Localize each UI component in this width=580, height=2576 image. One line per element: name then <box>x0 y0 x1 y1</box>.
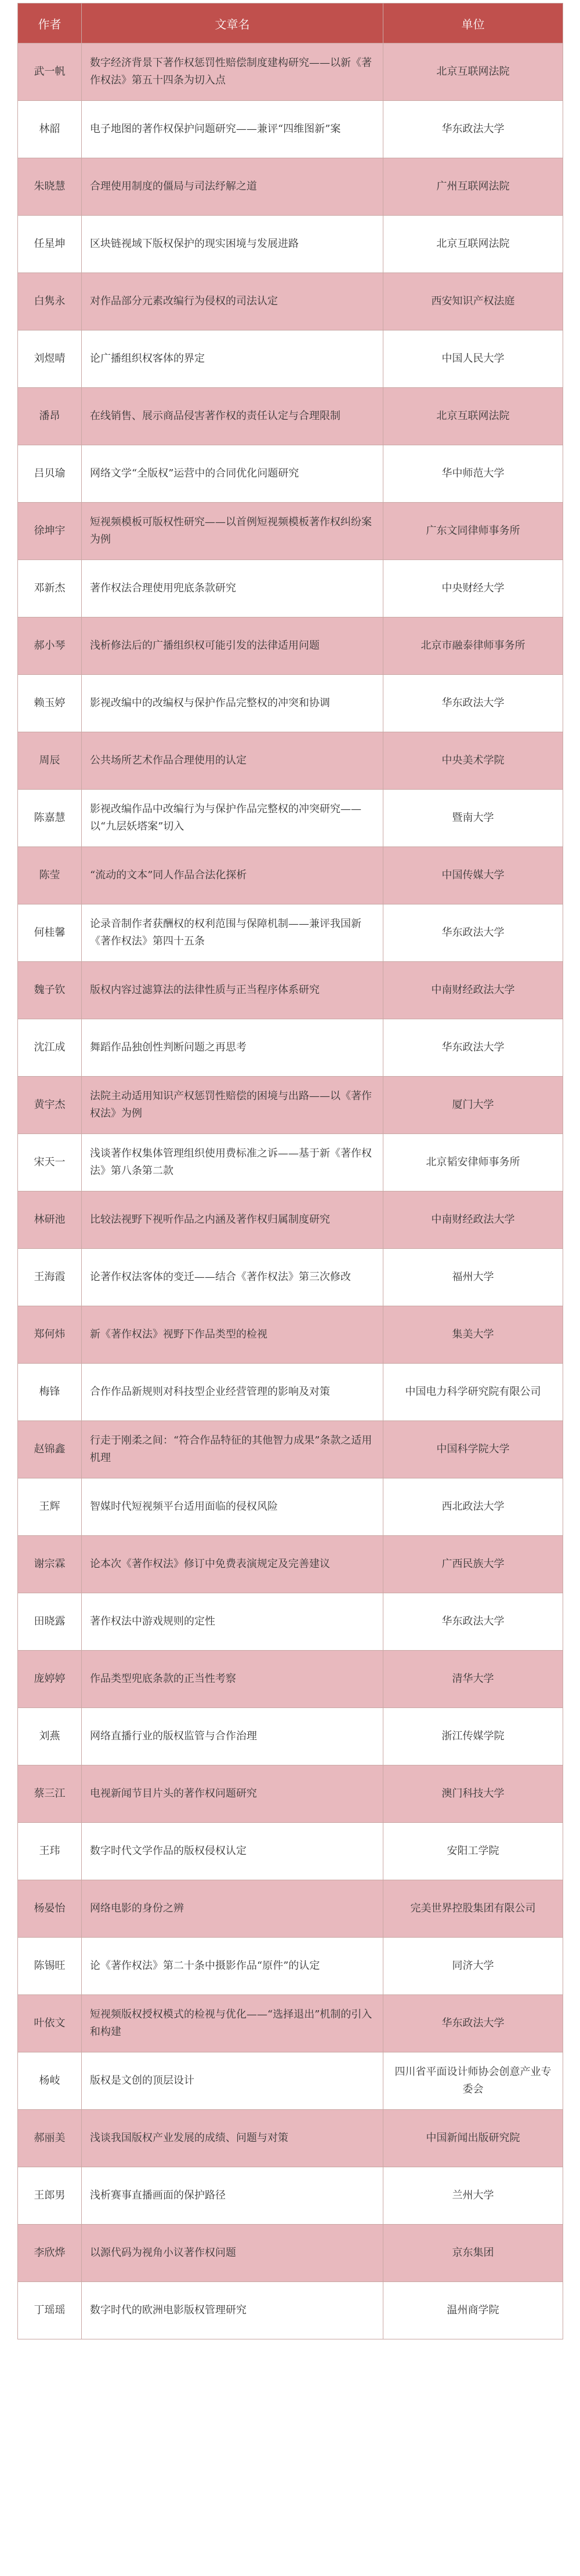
table-row <box>18 732 563 790</box>
unit-cell: 同济大学 <box>383 1938 563 1995</box>
table-row <box>18 1077 563 1134</box>
table-row <box>18 503 563 560</box>
table-row <box>18 904 563 962</box>
title-cell: 浅谈著作权集体管理组织使用费标准之诉——基于新《著作权法》第八条第二款 <box>82 1134 383 1191</box>
unit-cell: 华中师范大学 <box>383 445 563 503</box>
title-cell: 数字时代的欧洲电影版权管理研究 <box>82 2282 383 2339</box>
unit-cell: 广州互联网法院 <box>383 158 563 216</box>
author-cell: 周辰 <box>18 732 82 790</box>
unit-cell: 集美大学 <box>383 1306 563 1364</box>
table-row <box>18 1019 563 1077</box>
table-body <box>18 43 563 2339</box>
author-cell: 宋天一 <box>18 1134 82 1191</box>
authors-table <box>17 3 563 2339</box>
unit-cell: 华东政法大学 <box>383 1593 563 1651</box>
author-cell: 田晓露 <box>18 1593 82 1651</box>
header-unit: 单位 <box>383 3 563 43</box>
title-cell: 论著作权法客体的变迁——结合《著作权法》第三次修改 <box>82 1249 383 1306</box>
title-cell: 浅析修法后的广播组织权可能引发的法律适用问题 <box>82 617 383 675</box>
unit-cell: 厦门大学 <box>383 1077 563 1134</box>
title-cell: 舞蹈作品独创性判断问题之再思考 <box>82 1019 383 1077</box>
title-cell: 新《著作权法》视野下作品类型的检视 <box>82 1306 383 1364</box>
table-row <box>18 1708 563 1765</box>
title-cell: 以源代码为视角小议著作权问题 <box>82 2225 383 2282</box>
table-row <box>18 216 563 273</box>
unit-cell: 京东集团 <box>383 2225 563 2282</box>
author-cell: 丁瑶瑶 <box>18 2282 82 2339</box>
author-cell: 郑何炜 <box>18 1306 82 1364</box>
unit-cell: 西安知识产权法庭 <box>383 273 563 330</box>
authors-table-container <box>17 3 563 2339</box>
unit-cell: 中国新闻出版研究院 <box>383 2110 563 2167</box>
author-cell: 杨岐 <box>18 2052 82 2110</box>
author-cell: 谢宗霖 <box>18 1536 82 1593</box>
unit-cell: 北京互联网法院 <box>383 388 563 445</box>
title-cell: 作品类型兜底条款的正当性考察 <box>82 1651 383 1708</box>
unit-cell: 北京互联网法院 <box>383 216 563 273</box>
author-cell: 刘燕 <box>18 1708 82 1765</box>
title-cell: 在线销售、展示商品侵害著作权的责任认定与合理限制 <box>82 388 383 445</box>
author-cell: 李欣烨 <box>18 2225 82 2282</box>
unit-cell: 北京互联网法院 <box>383 43 563 101</box>
table-row <box>18 43 563 101</box>
title-cell: 合理使用制度的僵局与司法纾解之道 <box>82 158 383 216</box>
title-cell: 电视新闻节目片头的著作权问题研究 <box>82 1765 383 1823</box>
title-cell: 影视改编中的改编权与保护作品完整权的冲突和协调 <box>82 675 383 732</box>
title-cell: 数字经济背景下著作权惩罚性赔偿制度建构研究——以新《著作权法》第五十四条为切入点 <box>82 43 383 101</box>
table-row <box>18 1823 563 1880</box>
table-header-row <box>18 3 563 43</box>
title-cell: 区块链视域下版权保护的现实困境与发展进路 <box>82 216 383 273</box>
title-cell: 数字时代文学作品的版权侵权认定 <box>82 1823 383 1880</box>
title-cell: 智媒时代短视频平台适用面临的侵权风险 <box>82 1478 383 1536</box>
table-row <box>18 1593 563 1651</box>
title-cell: 电子地图的著作权保护问题研究——兼评“四维图新”案 <box>82 101 383 158</box>
table-row <box>18 445 563 503</box>
title-cell: 短视频版权授权模式的检视与优化——“选择退出”机制的引入和构建 <box>82 1995 383 2052</box>
table-row <box>18 330 563 388</box>
author-cell: 林韶 <box>18 101 82 158</box>
unit-cell: 温州商学院 <box>383 2282 563 2339</box>
table-row <box>18 2167 563 2225</box>
author-cell: 陈嘉慧 <box>18 790 82 847</box>
author-cell: 陈锡旺 <box>18 1938 82 1995</box>
unit-cell: 中国传媒大学 <box>383 847 563 904</box>
table-row <box>18 1134 563 1191</box>
unit-cell: 北京市融泰律师事务所 <box>383 617 563 675</box>
author-cell: 朱晓慧 <box>18 158 82 216</box>
table-row <box>18 790 563 847</box>
unit-cell: 福州大学 <box>383 1249 563 1306</box>
author-cell: 武一帆 <box>18 43 82 101</box>
author-cell: 沈江成 <box>18 1019 82 1077</box>
author-cell: 何桂馨 <box>18 904 82 962</box>
unit-cell: 完美世界控股集团有限公司 <box>383 1880 563 1938</box>
author-cell: 王郎男 <box>18 2167 82 2225</box>
title-cell: 网络文学“全版权”运营中的合同优化问题研究 <box>82 445 383 503</box>
author-cell: 王海霞 <box>18 1249 82 1306</box>
title-cell: 公共场所艺术作品合理使用的认定 <box>82 732 383 790</box>
author-cell: 赵锦鑫 <box>18 1421 82 1478</box>
table-row <box>18 2110 563 2167</box>
unit-cell: 清华大学 <box>383 1651 563 1708</box>
title-cell: 法院主动适用知识产权惩罚性赔偿的困境与出路——以《著作权法》为例 <box>82 1077 383 1134</box>
author-cell: 白隽永 <box>18 273 82 330</box>
title-cell: 著作权法合理使用兜底条款研究 <box>82 560 383 617</box>
table-row <box>18 675 563 732</box>
table-row <box>18 1421 563 1478</box>
title-cell: “流动的文本”同人作品合法化探析 <box>82 847 383 904</box>
author-cell: 郝小琴 <box>18 617 82 675</box>
author-cell: 吕贝瑜 <box>18 445 82 503</box>
unit-cell: 广西民族大学 <box>383 1536 563 1593</box>
author-cell: 王玮 <box>18 1823 82 1880</box>
title-cell: 论录音制作者获酬权的权利范围与保障机制——兼评我国新《著作权法》第四十五条 <box>82 904 383 962</box>
unit-cell: 暨南大学 <box>383 790 563 847</box>
table-row <box>18 1938 563 1995</box>
unit-cell: 华东政法大学 <box>383 1995 563 2052</box>
unit-cell: 中央美术学院 <box>383 732 563 790</box>
author-cell: 徐坤宇 <box>18 503 82 560</box>
unit-cell: 广东文同律师事务所 <box>383 503 563 560</box>
title-cell: 论《著作权法》第二十条中摄影作品“原件”的认定 <box>82 1938 383 1995</box>
table-row <box>18 1478 563 1536</box>
unit-cell: 北京韬安律师事务所 <box>383 1134 563 1191</box>
title-cell: 版权内容过滤算法的法律性质与正当程序体系研究 <box>82 962 383 1019</box>
unit-cell: 华东政法大学 <box>383 904 563 962</box>
author-cell: 王辉 <box>18 1478 82 1536</box>
table-row <box>18 388 563 445</box>
unit-cell: 中南财经政法大学 <box>383 962 563 1019</box>
author-cell: 刘煜晴 <box>18 330 82 388</box>
table-row <box>18 2052 563 2110</box>
author-cell: 梅锋 <box>18 1364 82 1421</box>
unit-cell: 华东政法大学 <box>383 1019 563 1077</box>
unit-cell: 浙江传媒学院 <box>383 1708 563 1765</box>
unit-cell: 四川省平面设计师协会创意产业专委会 <box>383 2052 563 2110</box>
table-row <box>18 1306 563 1364</box>
table-row <box>18 2225 563 2282</box>
unit-cell: 中国人民大学 <box>383 330 563 388</box>
table-row <box>18 1880 563 1938</box>
table-row <box>18 273 563 330</box>
table-row <box>18 1765 563 1823</box>
author-cell: 杨晏怡 <box>18 1880 82 1938</box>
table-row <box>18 1249 563 1306</box>
author-cell: 庞婷婷 <box>18 1651 82 1708</box>
table-row <box>18 158 563 216</box>
table-row <box>18 847 563 904</box>
title-cell: 论广播组织权客体的界定 <box>82 330 383 388</box>
author-cell: 邓新杰 <box>18 560 82 617</box>
title-cell: 短视频模板可版权性研究——以首例短视频模板著作权纠纷案为例 <box>82 503 383 560</box>
unit-cell: 澳门科技大学 <box>383 1765 563 1823</box>
title-cell: 浅析赛事直播画面的保护路径 <box>82 2167 383 2225</box>
unit-cell: 西北政法大学 <box>383 1478 563 1536</box>
table-row <box>18 1364 563 1421</box>
author-cell: 赖玉婷 <box>18 675 82 732</box>
table-row <box>18 962 563 1019</box>
title-cell: 著作权法中游戏规则的定性 <box>82 1593 383 1651</box>
author-cell: 蔡三江 <box>18 1765 82 1823</box>
table-row <box>18 1651 563 1708</box>
author-cell: 林研池 <box>18 1191 82 1249</box>
title-cell: 网络直播行业的版权监管与合作治理 <box>82 1708 383 1765</box>
title-cell: 对作品部分元素改编行为侵权的司法认定 <box>82 273 383 330</box>
table-row <box>18 1536 563 1593</box>
unit-cell: 兰州大学 <box>383 2167 563 2225</box>
author-cell: 黄宇杰 <box>18 1077 82 1134</box>
title-cell: 比较法视野下视听作品之内涵及著作权归属制度研究 <box>82 1191 383 1249</box>
title-cell: 论本次《著作权法》修订中免费表演规定及完善建议 <box>82 1536 383 1593</box>
author-cell: 叶依文 <box>18 1995 82 2052</box>
header-title: 文章名 <box>82 3 383 43</box>
title-cell: 版权是文创的顶层设计 <box>82 2052 383 2110</box>
author-cell: 陈莹 <box>18 847 82 904</box>
unit-cell: 中央财经大学 <box>383 560 563 617</box>
title-cell: 浅谈我国版权产业发展的成绩、问题与对策 <box>82 2110 383 2167</box>
title-cell: 合作作品新规则对科技型企业经营管理的影响及对策 <box>82 1364 383 1421</box>
author-cell: 潘昂 <box>18 388 82 445</box>
table-row <box>18 1191 563 1249</box>
unit-cell: 中国科学院大学 <box>383 1421 563 1478</box>
title-cell: 影视改编作品中改编行为与保护作品完整权的冲突研究——以“九层妖塔案”切入 <box>82 790 383 847</box>
table-row <box>18 2282 563 2339</box>
table-row <box>18 101 563 158</box>
unit-cell: 中国电力科学研究院有限公司 <box>383 1364 563 1421</box>
unit-cell: 安阳工学院 <box>383 1823 563 1880</box>
author-cell: 任星坤 <box>18 216 82 273</box>
table-row <box>18 617 563 675</box>
author-cell: 郝丽美 <box>18 2110 82 2167</box>
unit-cell: 中南财经政法大学 <box>383 1191 563 1249</box>
title-cell: 行走于刚柔之间：“符合作品特征的其他智力成果”条款之适用机理 <box>82 1421 383 1478</box>
table-row <box>18 1995 563 2052</box>
header-author: 作者 <box>18 3 82 43</box>
unit-cell: 华东政法大学 <box>383 675 563 732</box>
title-cell: 网络电影的身份之辨 <box>82 1880 383 1938</box>
unit-cell: 华东政法大学 <box>383 101 563 158</box>
table-row <box>18 560 563 617</box>
author-cell: 魏子钦 <box>18 962 82 1019</box>
